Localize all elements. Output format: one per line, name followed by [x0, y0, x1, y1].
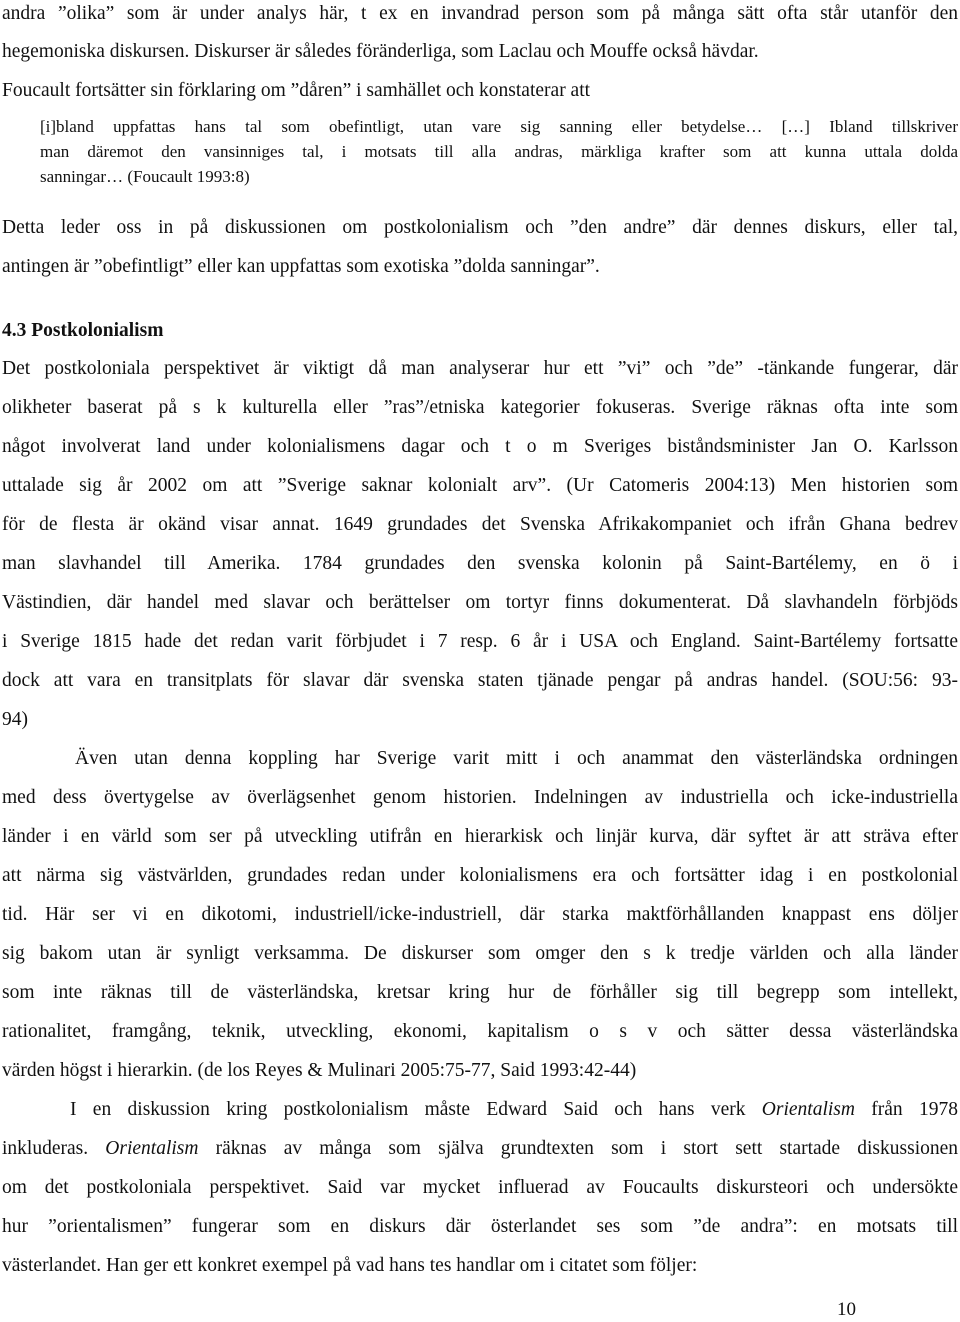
body-text-line: om det postkoloniala perspektivet. Said var mycket influerad av Foucaults diskursteori och undersökte — [2, 1177, 958, 1198]
body-text-line: västerlandet. Han ger ett konkret exempel på vad hans tes handlar om i citatet som följer: — [2, 1255, 698, 1276]
body-text-line: tid. Här ser vi en dikotomi, industriell/icke-industriell, där starka maktförhållanden knappast ens döljer — [2, 904, 958, 925]
body-text-line: Detta leder oss in på diskussionen om postkolonialism och ”den andre” där dennes diskurs, eller tal, — [2, 217, 958, 238]
body-text-line: sig bakom utan är synligt verksamma. De diskurser som omger den s k tredje världen och alla länder — [2, 943, 958, 964]
body-text-line: Det postkoloniala perspektivet är viktigt då man analyserar hur ett ”vi” och ”de” -tänkande fungerar, där — [2, 358, 958, 379]
text-span: I en diskussion kring postkolonialism måste Edward Said och hans verk — [70, 1099, 762, 1120]
body-text-line: värden högst i hierarkin. (de los Reyes & Mulinari 2005:75-77, Said 1993:42-44) — [2, 1060, 637, 1081]
text-span: inkluderas. — [2, 1138, 89, 1159]
body-text-line: för de flesta är okänd visar annat. 1649 grundades det Svenska Afrikakompaniet och ifrån Ghana bedrev — [2, 514, 958, 535]
body-text-line: Västindien, där handel med slavar och berättelser om tortyr finns dokumenterat. Då slavhandeln förbjöds — [2, 592, 958, 613]
page-number: 10 — [837, 1299, 856, 1320]
body-text-line: 94) — [2, 709, 28, 730]
quote-line: [i]bland uppfattas hans tal som obefintligt, utan vare sig sanning eller betydelse… […] Ibland tillskriver — [40, 117, 958, 136]
book-title: Orientalism — [105, 1138, 199, 1159]
book-title: Orientalism — [761, 1099, 855, 1120]
text-span: räknas av många som själva grundtexten som i stort sett startade diskussionen — [198, 1138, 959, 1159]
body-text-line: uttalade sig år 2002 om att ”Sverige saknar kolonialt arv”. (Ur Catomeris 2004:13) Men historien som — [2, 475, 958, 496]
body-text-line: hur ”orientalismen” fungerar som en diskurs där österlandet ses som ”de andra”: en motsats till — [2, 1216, 958, 1237]
body-text-line: hegemoniska diskursen. Diskurser är således föränderliga, som Laclau och Mouffe också hävdar. — [2, 41, 759, 62]
quote-line: sanningar… (Foucault 1993:8) — [40, 167, 250, 186]
body-text-line: med dess övertygelse av överlägsenhet genom historien. Indelningen av industriella och icke-industriella — [2, 787, 958, 808]
body-text-line — [70, 1098, 958, 1122]
body-text-line — [2, 1137, 958, 1161]
body-text-line: att närma sig västvärlden, grundades redan under kolonialismens era och fortsätter idag i en postkolonial — [2, 865, 958, 886]
section-heading: 4.3 Postkolonialism — [2, 320, 164, 341]
body-text-line: olikheter baserat på s k kulturella eller ”ras”/etniska kategorier fokuseras. Sverige räknas ofta inte som — [2, 397, 958, 418]
body-text-line: något involverat land under kolonialismens dagar och t o m Sveriges biståndsminister Jan O. Karlsson — [2, 436, 958, 457]
body-text-line: som inte räknas till de västerländska, kretsar kring hur de förhåller sig till begrepp som intellekt, — [2, 982, 958, 1003]
body-text-line: dock att vara en transitplats för slavar där svenska staten tjänade pengar på andras handel. (SOU:56: 93- — [2, 670, 958, 691]
body-text-line: Även utan denna koppling har Sverige varit mitt i och anammat den västerländska ordningen — [75, 748, 958, 769]
body-text-line: antingen är ”obefintligt” eller kan uppfattas som exotiska ”dolda sanningar”. — [2, 256, 600, 277]
body-text-line: man slavhandel till Amerika. 1784 grundades den svenska kolonin på Saint-Bartélemy, en ö i — [2, 553, 958, 574]
body-text-line: i Sverige 1815 hade det redan varit förbjudet i 7 resp. 6 år i USA och England. Saint-Bartélemy fortsatte — [2, 631, 958, 652]
body-text-line: länder i en värld som ser på utveckling utifrån en hierarkisk och linjär kurva, där syftet är att sträva efter — [2, 826, 958, 847]
body-text-line: rationalitet, framgång, teknik, utveckling, ekonomi, kapitalism o s v och sätter dessa västerländska — [2, 1021, 958, 1042]
body-text-line: andra ”olika” som är under analys här, t ex en invandrad person som på många sätt ofta står utanför den — [2, 3, 958, 24]
quote-line: man däremot den vansinniges tal, i motsats till alla andras, märkliga krafter som att kunna uttala dolda — [40, 142, 958, 161]
text-span: från 1978 — [854, 1099, 958, 1120]
body-text-line: Foucault fortsätter sin förklaring om ”dåren” i samhället och konstaterar att — [2, 80, 591, 101]
